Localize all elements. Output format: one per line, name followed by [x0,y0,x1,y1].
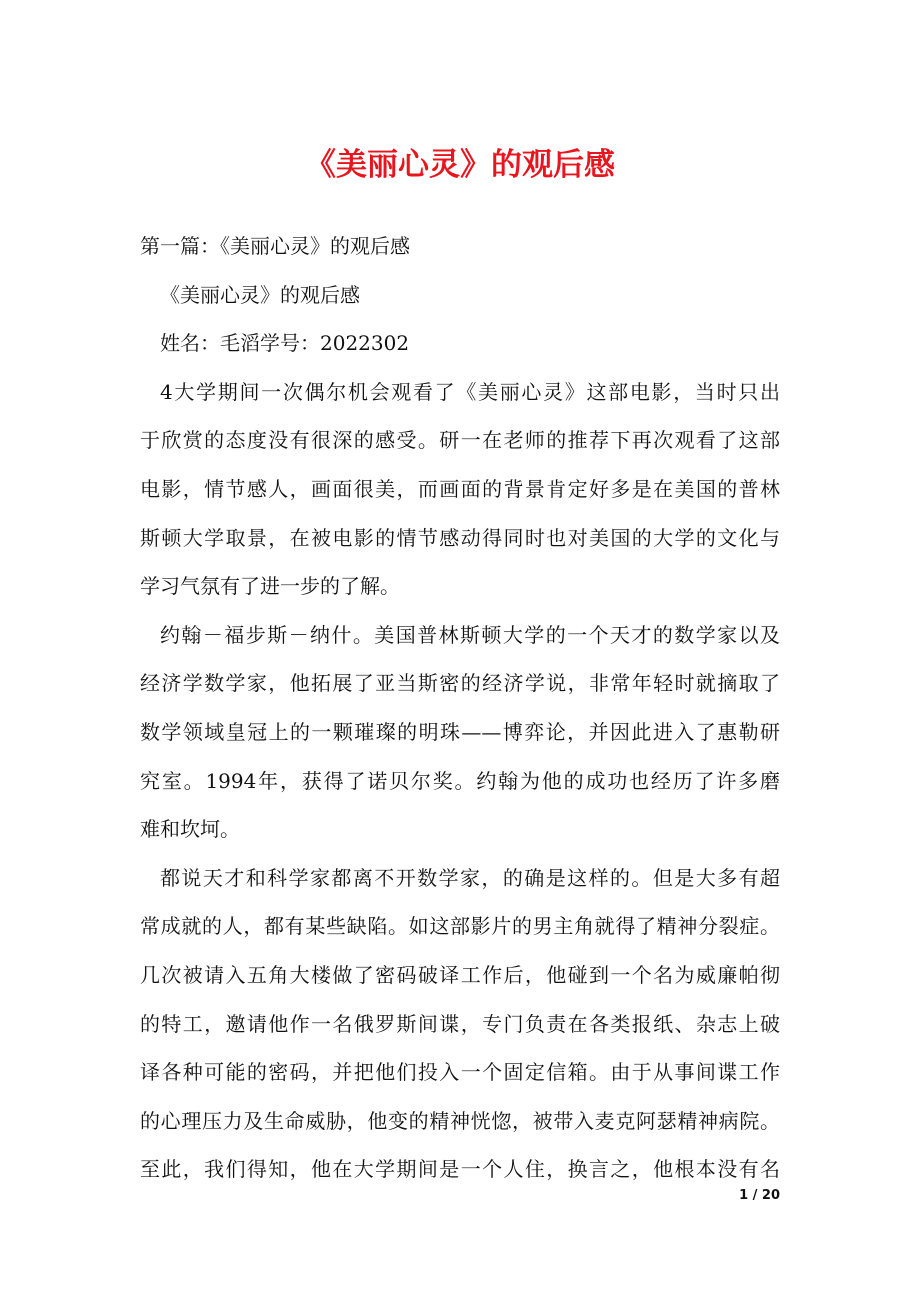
text-line: 于欣赏的态度没有很深的感受。研一在老师的推荐下再次观看了这部 [140,428,780,453]
text-line: 《美丽心灵》的观后感 [160,282,360,307]
document-body [140,222,780,1194]
text-line: 的心理压力及生命威胁，他变的精神恍惚，被带入麦克阿瑟精神病院。 [140,1108,780,1133]
text-line: 常成就的人，都有某些缺陷。如这部影片的男主角就得了精神分裂症。 [140,914,780,939]
text-line: 至此，我们得知，他在大学期间是一个人住，换言之，他根本没有名 [140,1157,780,1182]
text-line: 4大学期间一次偶尔机会观看了《美丽心灵》这部电影，当时只出 [160,379,780,404]
text-line: 译各种可能的密码，并把他们投入一个固定信箱。由于从事间谍工作 [140,1060,780,1085]
text-line: 几次被请入五角大楼做了密码破译工作后，他碰到一个名为威廉帕彻 [140,962,780,987]
text-line: 经济学数学家，他拓展了亚当斯密的经济学说，非常年轻时就摘取了 [140,671,780,696]
text-line: 的特工，邀请他作一名俄罗斯间谍，专门负责在各类报纸、杂志上破 [140,1011,780,1036]
text-line: 约翰－福步斯－纳什。美国普林斯顿大学的一个天才的数学家以及 [160,622,780,647]
page-number: 1 / 20 [739,1188,780,1203]
text-line: 究室。1994年，获得了诺贝尔奖。约翰为他的成功也经历了许多磨 [140,768,780,793]
text-line: 电影，情节感人，画面很美，而画面的背景肯定好多是在美国的普林 [140,476,780,501]
text-line: 数学领域皇冠上的一颗璀璨的明珠——博弈论，并因此进入了惠勒研 [140,719,780,744]
text-line: 都说天才和科学家都离不开数学家，的确是这样的。但是大多有超 [160,865,780,890]
text-line: 学习气氛有了进一步的了解。 [140,574,400,599]
text-line: 姓名：毛滔学号：2022302 [160,331,410,356]
text-line: 难和坎坷。 [140,817,240,842]
text-line: 斯顿大学取景，在被电影的情节感动得同时也对美国的大学的文化与 [140,525,780,550]
document-title: 《美丽心灵》的观后感 [305,147,615,183]
text-line: 第一篇：《美丽心灵》的观后感 [140,234,410,258]
